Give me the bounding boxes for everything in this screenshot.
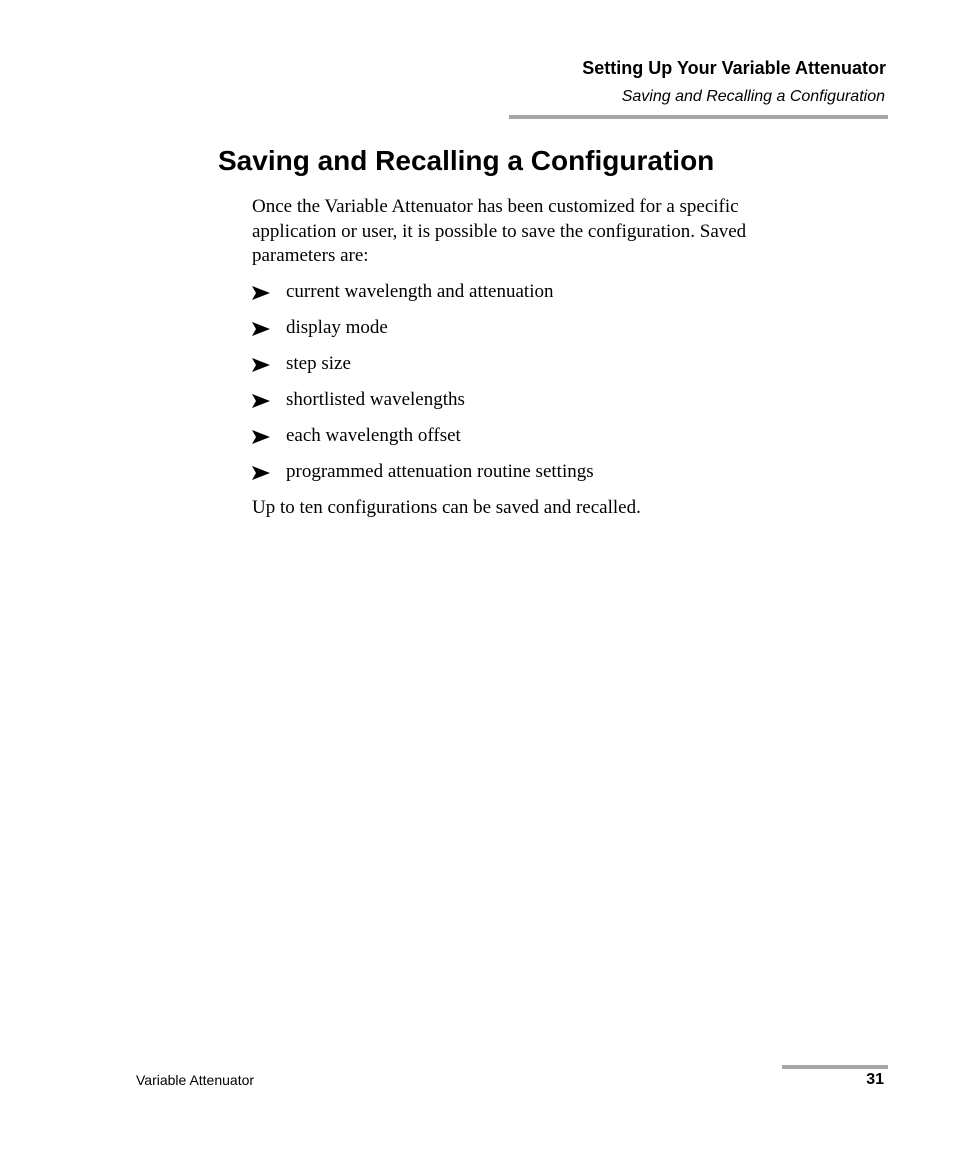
page-number: 31: [866, 1071, 884, 1088]
arrowhead-bullet-icon: [252, 352, 270, 376]
intro-paragraph: Once the Variable Attenuator has been customized for a specific application or user, it is possible to save the configuration. Saved parameters are:: [252, 196, 747, 266]
closing-paragraph: Up to ten configurations can be saved and recalled.: [252, 497, 641, 518]
running-header-section: Saving and Recalling a Configuration: [621, 88, 885, 105]
running-header-chapter: Setting Up Your Variable Attenuator: [582, 58, 886, 78]
list-item-text: each wavelength offset: [286, 425, 461, 446]
arrowhead-bullet-icon: [252, 280, 270, 304]
arrowhead-bullet-icon: [252, 424, 270, 448]
arrowhead-bullet-icon: [252, 388, 270, 412]
list-item-text: display mode: [286, 317, 388, 338]
page-title: Saving and Recalling a Configuration: [218, 145, 715, 176]
footer-divider: [782, 1065, 888, 1069]
list-item-text: programmed attenuation routine settings: [286, 461, 594, 482]
list-item-text: current wavelength and attenuation: [286, 281, 554, 302]
arrowhead-bullet-icon: [252, 316, 270, 340]
arrowhead-bullet-icon: [252, 460, 270, 484]
header-divider: [509, 115, 888, 119]
footer-product-name: Variable Attenuator: [136, 1072, 255, 1088]
list-item-text: shortlisted wavelengths: [286, 389, 465, 410]
list-item-text: step size: [286, 353, 351, 374]
